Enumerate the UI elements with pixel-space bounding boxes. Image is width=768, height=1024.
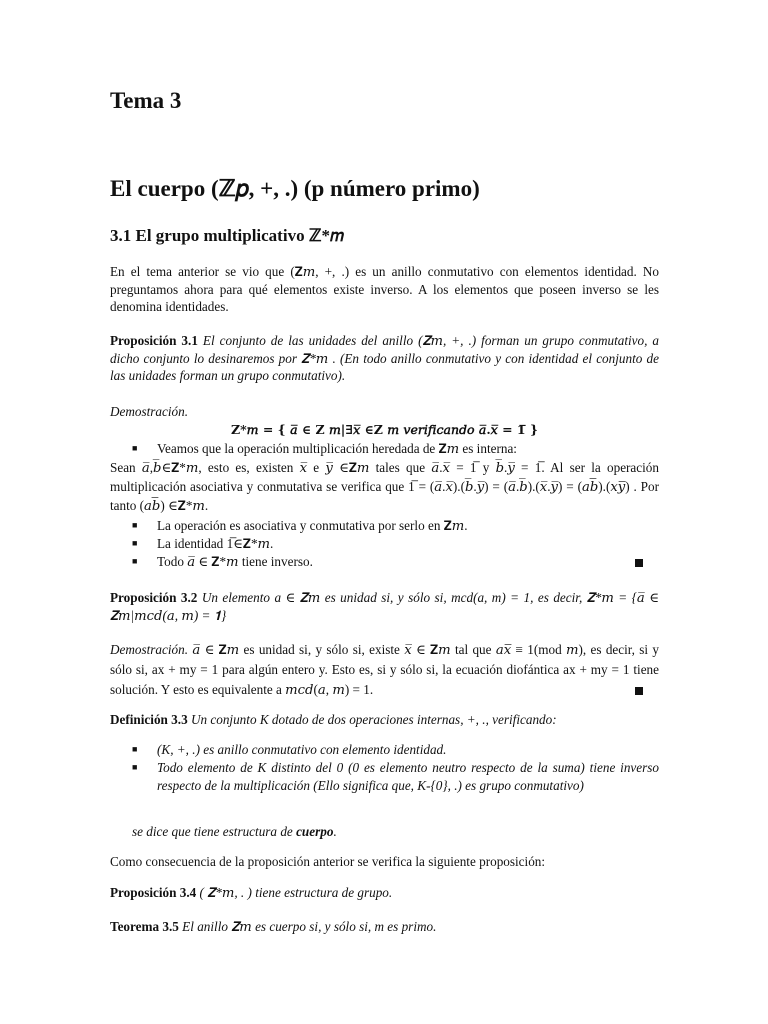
prop34-text: ( 𝐙*𝑚, . ) tiene estructura de grupo.: [199, 885, 393, 900]
section-title: 3.1 El grupo multiplicativo ℤ*𝑚: [110, 226, 344, 245]
bullet-glyph: ■: [132, 744, 138, 754]
def33-closing-pre: se dice que tiene estructura de: [132, 824, 297, 839]
demo2-label: Demostración.: [110, 642, 189, 657]
demo1-bullet-2: [110, 517, 659, 535]
def33-bullet-1: [110, 741, 659, 759]
demo1-label: Demostración.: [110, 404, 189, 419]
theorem-3-5: [110, 918, 659, 936]
definition-3-3: [110, 711, 659, 729]
demo1-paragraph: Sean 𝑎̅,𝑏̅∈𝐙*𝑚, esto es, existen 𝑥̅ e 𝑦̅ ∈𝐙𝑚 tales que 𝑎̅.𝑥̅ = 1̅ y 𝑏̅.𝑦̅ = 1̅. Al ser la operación multiplicación asociativa y conmutativa se verifica que 1̅ = (𝑎̅.𝑥̅).(𝑏̅.𝑦̅) = (𝑎̅.𝑏̅).(𝑥̅.𝑦̅) = (𝑎𝑏̅̅̅).(𝑥𝑦̅̅̅) . Por tanto (𝑎𝑏̅̅̅) ∈𝐙*𝑚.: [110, 460, 659, 513]
prop31-text: El conjunto de las unidades del anillo (𝐙𝑚, +, .) forman un grupo conmutativo, a dicho conjunto lo desinaremos por 𝐙*𝑚 . (En todo anillo conmutativo y con identidad el conjunto de las unidades forman un grupo conmutativo).: [110, 333, 660, 383]
demo1-bullet-4: [110, 553, 659, 571]
demo1-bullet-4-text: Todo 𝑎̅ ∈ 𝐙*𝑚 tiene inverso.: [157, 554, 313, 569]
def33-bullet-2-text: Todo elemento de K distinto del 0 (0 es elemento neutro respecto de la suma) tiene inverso respecto de la multiplicación (Ello significa que, K-{0}, .) es grupo conmutativo): [157, 760, 659, 793]
demo1-bullet-1: [110, 440, 659, 458]
prop32-label: Proposición 3.2: [110, 590, 198, 605]
bullet-glyph: ■: [132, 443, 138, 453]
bullet-glyph: ■: [132, 538, 138, 548]
demo1-formula: 𝐙*𝑚 = { 𝑎̅ ∈ 𝐙 𝑚|∃𝑥̅ ∈𝐙 𝑚 𝑣𝑒𝑟𝑖𝑓𝑖𝑐𝑎𝑛𝑑𝑜 𝑎̅.𝑥̅ = 1̅ }: [230, 422, 538, 437]
bullet-glyph: ■: [132, 762, 138, 772]
def33-bullet-2: [110, 759, 659, 794]
def33-closing-post: .: [333, 824, 337, 839]
proposition-3-1: [110, 332, 659, 385]
demo1-bullet-3: [110, 535, 659, 553]
theo35-label: Teorema 3.5: [110, 919, 179, 934]
theo35-text: El anillo 𝐙𝑚 es cuerpo si, y sólo si, m es primo.: [182, 919, 437, 934]
def33-closing-bold: cuerpo: [296, 824, 334, 839]
demo1-bullet-3-text: La identidad 1̅∈𝐙*𝑚.: [157, 536, 274, 551]
intro-paragraph: En el tema anterior se vio que (𝐙𝑚, +, .) es un anillo conmutativo con elementos identidad. No preguntamos ahora para qué elementos existe inverso. A los elementos que poseen inverso se les denomina identidades.: [110, 264, 659, 314]
def33-text: Un conjunto K dotado de dos operaciones internas, +, ., verificando:: [190, 712, 557, 727]
def33-label: Definición 3.3: [110, 712, 188, 727]
qed-square-icon: [635, 687, 643, 695]
demo2-text: 𝑎̅ ∈ 𝐙𝑚 es unidad si, y sólo si, existe 𝑥̅ ∈ 𝐙𝑚 tal que 𝑎𝑥̅̅̅ ≡ 1(mod 𝑚), es decir, si y sólo si, ax + my = 1 para algún entero y. Esto es, si y sólo si, la ecuación diofántica ax + my = 1 tiene solución. Y esto es equivalente a 𝑚𝑐𝑑(𝑎, 𝑚) = 1.: [110, 642, 660, 697]
chapter-title: El cuerpo (ℤ𝑝, +, .) (p número primo): [110, 176, 480, 201]
qed-square-icon: [635, 559, 643, 567]
proposition-3-2: [110, 589, 659, 624]
prop34-label: Proposición 3.4: [110, 885, 197, 900]
bullet-glyph: ■: [132, 520, 138, 530]
bullet-glyph: ■: [132, 556, 138, 566]
def33-closing: [132, 823, 659, 841]
prop32-text: Un elemento a ∈ 𝐙𝑚 es unidad si, y sólo si, mcd(a, m) = 1, es decir, 𝐙*𝑚 = {𝑎̅ ∈ 𝐙𝑚|𝑚𝑐𝑑(𝑎, 𝑚) = 𝟏}: [110, 590, 659, 623]
proposition-3-4: [110, 884, 659, 902]
tema-title: Tema 3: [110, 88, 182, 113]
demo1-bullet-1-text: Veamos que la operación multiplicación heredada de 𝐙𝑚 es interna:: [157, 441, 517, 456]
demonstration-2: [110, 640, 659, 700]
demo1-bullet-2-text: La operación es asociativa y conmutativa por serlo en 𝐙𝑚.: [157, 518, 468, 533]
def33-bullet-1-text: (K, +, .) es anillo conmutativo con elemento identidad.: [157, 742, 447, 757]
consequence-paragraph: Como consecuencia de la proposición anterior se verifica la siguiente proposición:: [110, 854, 546, 869]
prop31-label: Proposición 3.1: [110, 333, 198, 348]
